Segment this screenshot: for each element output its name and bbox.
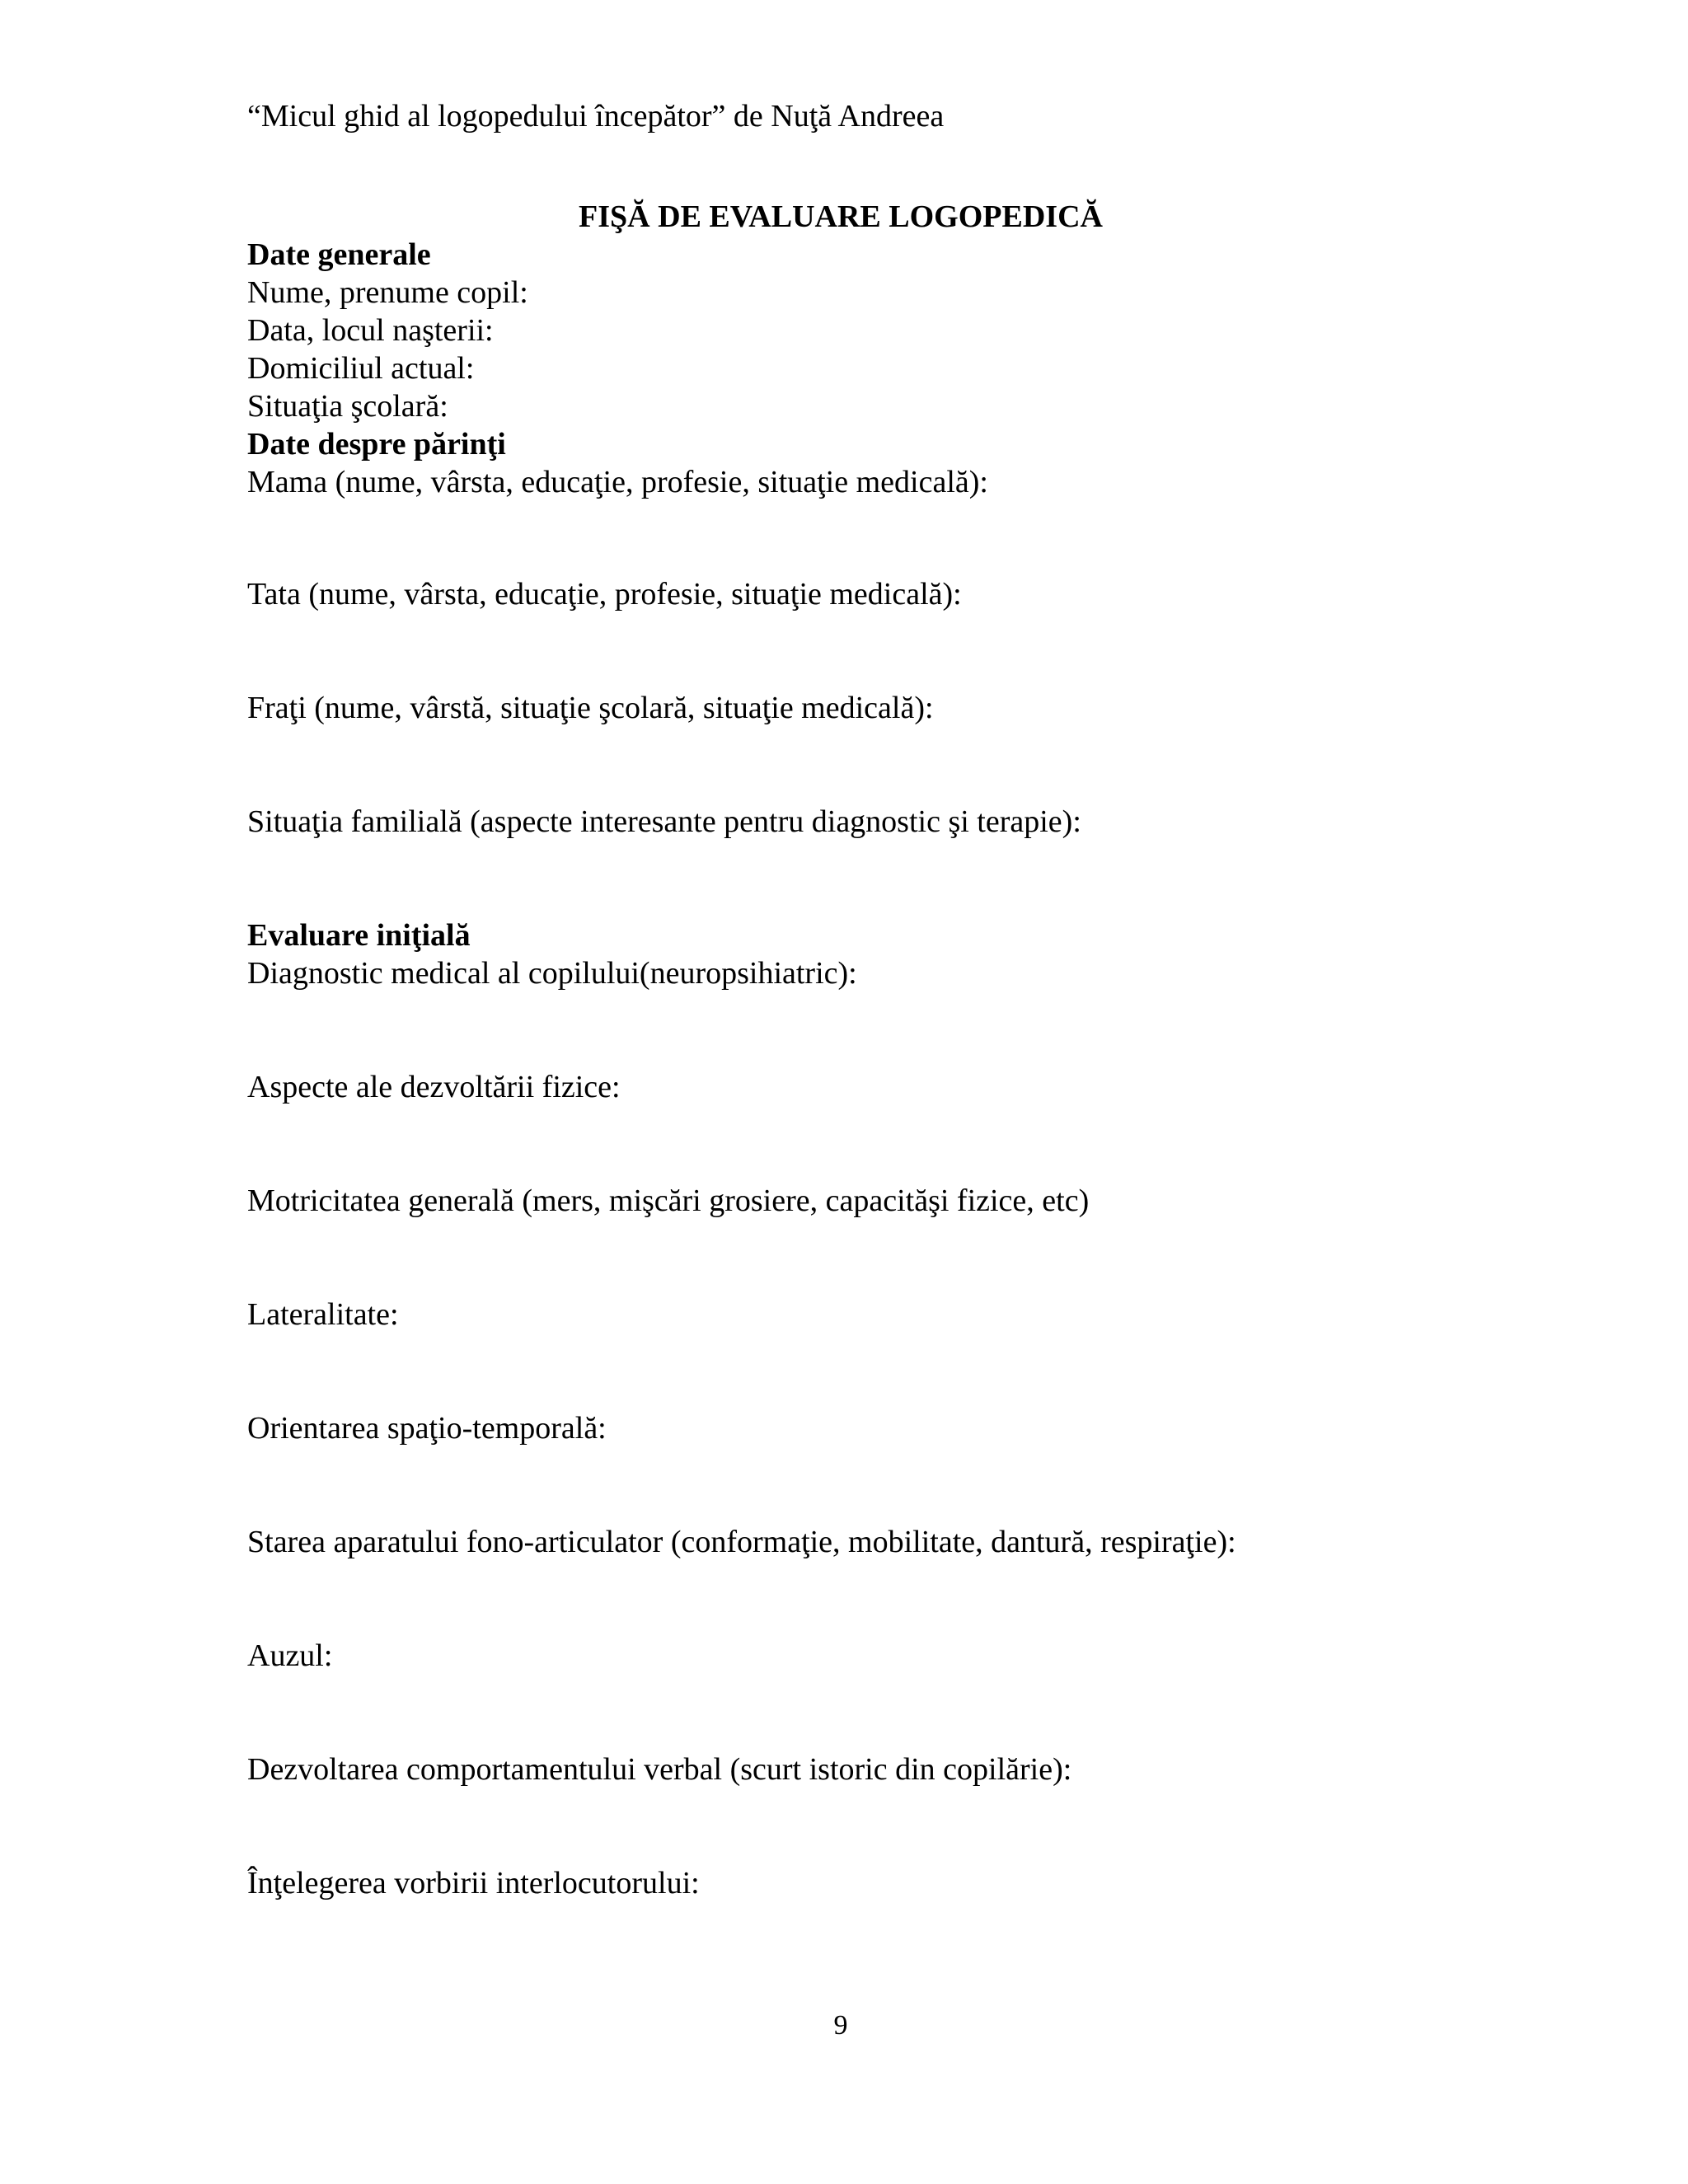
field-hearing: Auzul: bbox=[247, 1638, 333, 1673]
field-motor: Motricitatea generală (mers, mişcări grosiere, capacităşi fizice, etc) bbox=[247, 1183, 1090, 1218]
field-mother: Mama (nume, vârsta, educaţie, profesie, situaţie medicală): bbox=[247, 465, 988, 499]
field-physical: Aspecte ale dezvoltării fizice: bbox=[247, 1070, 621, 1104]
section-heading-general: Date generale bbox=[247, 237, 431, 272]
field-name: Nume, prenume copil: bbox=[247, 275, 528, 310]
field-phono-articulatory: Starea aparatului fono-articulator (conformaţie, mobilitate, dantură, respiraţie): bbox=[247, 1525, 1236, 1559]
page-number: 9 bbox=[833, 2010, 848, 2041]
document-header: “Micul ghid al logopedului începător” de Nuţă Andreea bbox=[247, 99, 945, 134]
field-family-situation: Situaţia familială (aspecte interesante pentru diagnostic şi terapie): bbox=[247, 804, 1081, 839]
field-address: Domiciliul actual: bbox=[247, 351, 475, 386]
field-diagnosis: Diagnostic medical al copilului(neuropsihiatric): bbox=[247, 956, 857, 991]
section-heading-parents: Date despre părinţi bbox=[247, 427, 506, 462]
field-school: Situaţia şcolară: bbox=[247, 389, 448, 424]
form-title: FIŞĂ DE EVALUARE LOGOPEDICĂ bbox=[579, 199, 1103, 234]
field-father: Tata (nume, vârsta, educaţie, profesie, situaţie medicală): bbox=[247, 577, 962, 612]
field-orientation: Orientarea spaţio-temporală: bbox=[247, 1411, 607, 1446]
field-birth: Data, locul naşterii: bbox=[247, 313, 494, 348]
field-siblings: Fraţi (nume, vârstă, situaţie şcolară, situaţie medicală): bbox=[247, 691, 934, 725]
field-verbal-development: Dezvoltarea comportamentului verbal (scurt istoric din copilărie): bbox=[247, 1752, 1072, 1787]
field-speech-understanding: Înţelegerea vorbirii interlocutorului: bbox=[247, 1866, 700, 1900]
section-heading-initial: Evaluare iniţială bbox=[247, 918, 471, 953]
field-laterality: Lateralitate: bbox=[247, 1297, 399, 1332]
